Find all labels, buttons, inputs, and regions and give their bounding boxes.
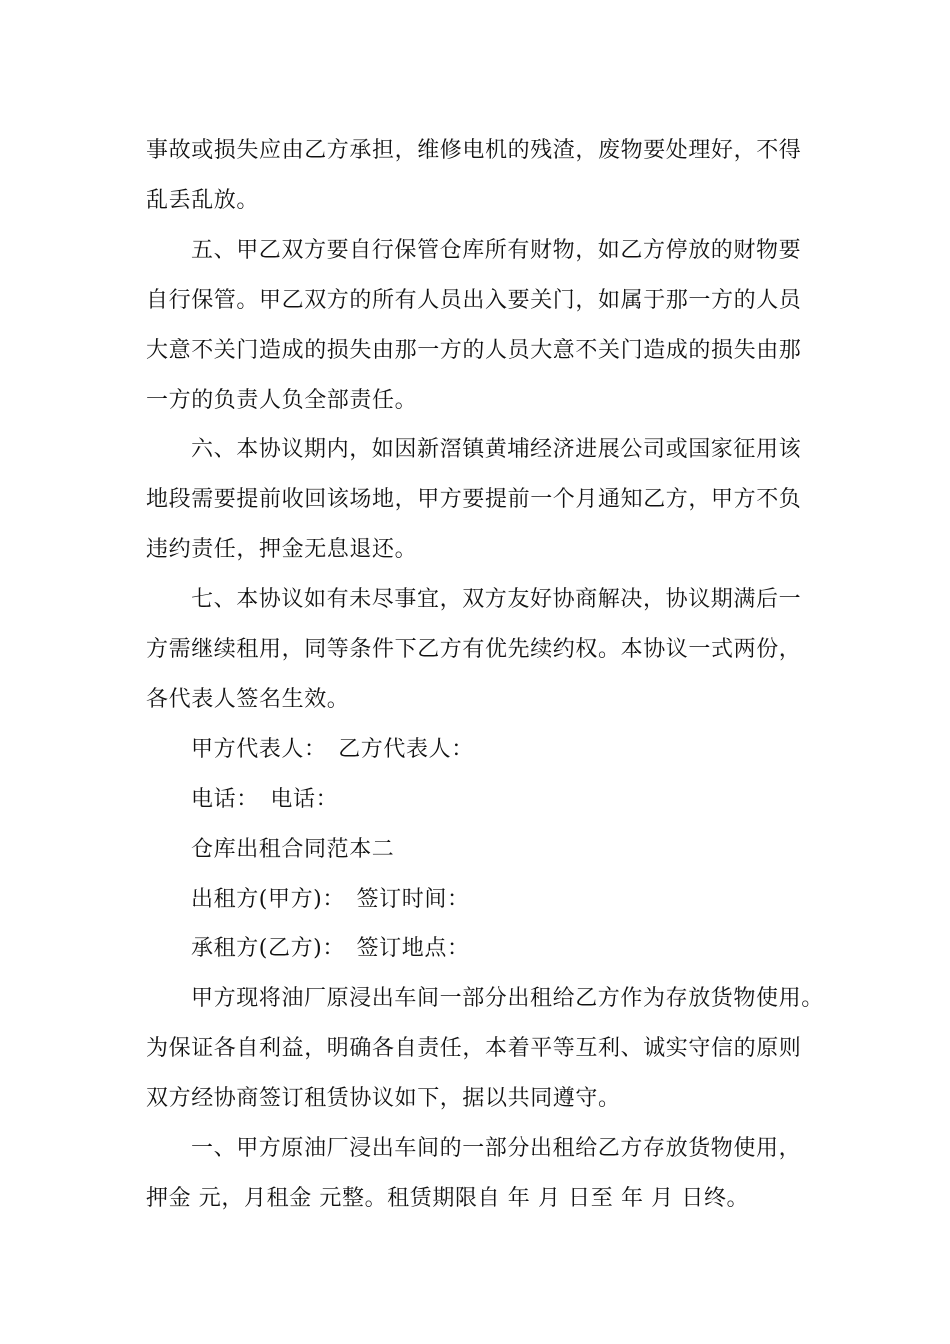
paragraph-line: 乱丢乱放。 [146, 188, 260, 213]
lessee-line: 承租方(乙方)： 签订地点： [191, 936, 470, 961]
paragraph-line: 六、本协议期内，如因新滘镇黄埔经济进展公司或国家征用该 [191, 437, 802, 462]
paragraph-line: 大意不关门造成的损失由那一方的人员大意不关门造成的损失由那 [146, 338, 802, 363]
paragraph-line: 押金 元，月租金 元整。租赁期限自 年 月 日至 年 月 日终。 [146, 1186, 750, 1211]
paragraph-line: 为保证各自利益，明确各自责任，本着平等互利、诚实守信的原则 [146, 1036, 802, 1061]
paragraph-line: 地段需要提前收回该场地，甲方要提前一个月通知乙方，甲方不负 [146, 487, 802, 512]
signature-line: 甲方代表人： 乙方代表人： [191, 737, 474, 762]
paragraph-line: 一、甲方原油厂浸出车间的一部分出租给乙方存放货物使用， [191, 1136, 802, 1161]
phone-line: 电话： 电话： [191, 787, 339, 812]
section-title: 仓库出租合同范本二 [191, 837, 395, 862]
paragraph-line: 五、甲乙双方要自行保管仓库所有财物，如乙方停放的财物要 [191, 238, 802, 263]
paragraph-line: 自行保管。甲乙双方的所有人员出入要关门，如属于那一方的人员 [146, 288, 802, 313]
paragraph-line: 甲方现将油厂原浸出车间一部分出租给乙方作为存放货物使用。 [191, 986, 824, 1011]
lessor-line: 出租方(甲方)： 签订时间： [191, 887, 470, 912]
paragraph-line: 违约责任，押金无息退还。 [146, 537, 418, 562]
paragraph-line: 双方经协商签订租赁协议如下，据以共同遵守。 [146, 1086, 621, 1111]
paragraph-line: 七、本协议如有未尽事宜，双方友好协商解决，协议期满后一 [191, 587, 802, 612]
paragraph-line: 一方的负责人负全部责任。 [146, 388, 418, 413]
paragraph-line: 事故或损失应由乙方承担，维修电机的残渣，废物要处理好，不得 [146, 138, 802, 163]
paragraph-line: 各代表人签名生效。 [146, 687, 350, 712]
paragraph-line: 方需继续租用，同等条件下乙方有优先续约权。本协议一式两份， [146, 637, 802, 662]
